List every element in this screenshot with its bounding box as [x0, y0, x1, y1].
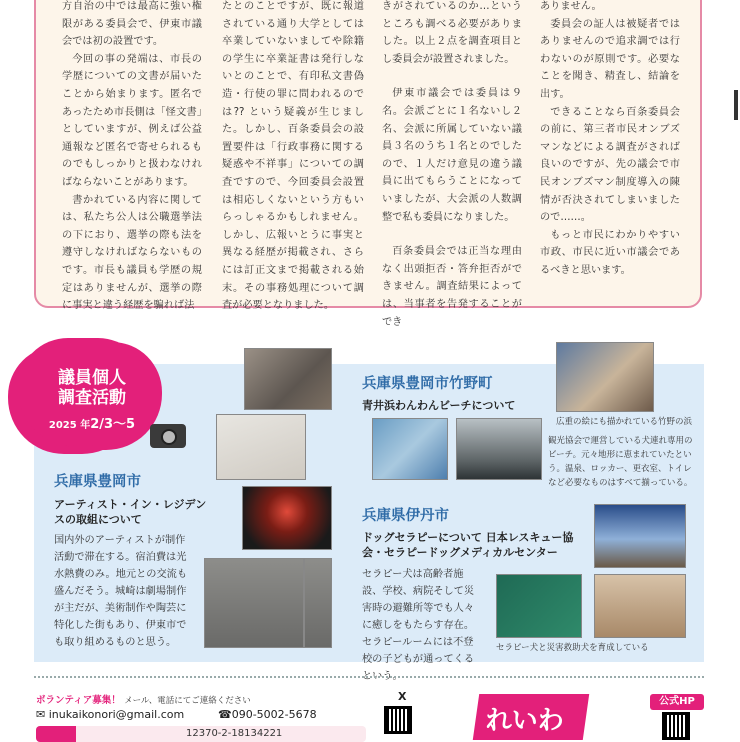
x-label: X [398, 690, 407, 703]
badge-date-prefix: 2025 年 [48, 420, 91, 431]
official-hp-label: 公式HP [650, 694, 704, 710]
paragraph: 伊東市議会では委員は９名。会派ごとに１名ないし２名、会派に所属していない議員３名のうち１名とのでしたので、１人だけ意見の違う議員に出てもらうことになっていましたが、大会派の人数調整で私も委員になりました。 [382, 88, 522, 223]
paragraph: 今回の事の発端は、市長の学歴についての文書が届いたことから始まります。匿名であったため市長側は「怪文書」としていますが、例えば公益通報など匿名で寄せられるものでもしっかりと扱わなければならないことがあります。 [62, 53, 202, 188]
paragraph: たとのことですが、既に報道されている通り大学としては卒業していないましてや除籍の学生に卒業証書は発行しないとのことで、有印私文書偽造・行使の罪に問われるのでは?? という疑義が生じました。しかし、百条委員会の設置要件は「行政事務に関する疑惑や不祥事」についての調査ですので、今回委員会設置は相応しくないという方もいらっしゃるかもしれません。しかし、広報いとうに事実と異なる経歴が掲載され、さらには訂正文まで掲載される始末。その事務処理について調査が必要となりました。 [222, 1, 364, 312]
beach-photo [456, 418, 542, 480]
article-column-2 [222, 0, 364, 315]
article-column-3 [382, 0, 522, 331]
hp-qr-code[interactable] [662, 712, 690, 740]
itami-subhead: ドッグセラピーについて 日本レスキュー協会・セラピードッグメディカルセンター [362, 531, 574, 559]
volunteer-note: メール、電話にてご連絡ください [124, 696, 251, 706]
mural-caption: 広重の絵にも描かれている竹野の浜 [556, 417, 693, 427]
volunteer-title: ボランティア募集！ [36, 695, 121, 706]
itami-caption: セラピー犬と災害救助犬を育成している [496, 643, 649, 653]
paragraph: できることなら百条委員会の前に、第三者市民オンブズマンなどによる調査がされば良いのですが、先の議会で市民オンブズマン制度導入の陳情が否決されてしまいましたので……。 [540, 106, 680, 224]
therapy-room-photo [594, 574, 686, 638]
paragraph: 委員会の証人は被疑者ではありませんので追求調では行わないのが原則です。必要なことを聞き、精査し、結論を出す。 [540, 18, 680, 100]
account-number: 12370-2-18134221 [186, 728, 283, 739]
beach-map-photo [372, 418, 448, 480]
paragraph: 方自治の中では最高に強い権限がある委員会で、伊東市議会では初の設置です。 [62, 1, 202, 48]
takeno-heading: 兵庫県豊岡市竹野町 [362, 376, 493, 392]
phone-text: 090-5002-5678 [231, 708, 317, 721]
badge [40, 368, 144, 432]
edge-mark [734, 90, 738, 120]
mural-photo [556, 342, 654, 412]
paragraph: 百条委員会では正当な理由なく出頭拒否・答弁拒否ができません。調査結果によっては、当事者を告発することができ [382, 246, 522, 328]
party-logo-text: れいわ [485, 706, 564, 736]
sign-photo [496, 574, 582, 638]
toyooka-subhead: アーティスト・イン・レジデンスの取組について [54, 498, 207, 526]
volunteer-banner [36, 692, 251, 706]
badge-date-range: 2/3〜5 [90, 417, 136, 432]
itami-body: セラピー犬は高齢者施設、学校、病院そして災害時の避難所等でも人々に癒しをもたらす存在。セラピールームには不登校の子どもが通ってくるという。 [362, 569, 475, 682]
gallery-photo [244, 348, 332, 410]
divider [34, 676, 704, 678]
paragraph: 書かれている内容に関しては、私たち公人は公職選挙法の下におり、選挙の際も法を遵守しなければならないものです。市長も議員も学歴の規定はありませんが、選挙の際に事実と違う経歴を騙れば法 [62, 194, 202, 312]
article-column-1 [62, 0, 202, 315]
paragraph: もっと市民にわかりやすい市政、市民に近い市議会であるべきと思います。 [540, 229, 680, 276]
paragraph: ありません。 [540, 1, 602, 12]
takeno-subhead: 青井浜わんわんビーチについて [362, 399, 516, 412]
itami-heading: 兵庫県伊丹市 [362, 508, 449, 524]
badge-line2: 調査活動 [58, 388, 126, 408]
center-photo [594, 504, 686, 568]
artwork-photo [204, 558, 304, 648]
x-qr-code[interactable] [384, 706, 412, 734]
paragraph: きがされているのか…というところも調べる必要がありました。以上２点を調査項目とし委員会が設置されました。 [382, 1, 522, 65]
notebook-photo [216, 414, 306, 480]
beach-caption: 観光協会で運営している犬連れ専用のビーチ。元々地形に恵まれていたという。温泉、ロッカー、更衣室、トイレなど必要なものはすべて揃っている。 [548, 436, 693, 488]
email-text: inukaikonori@gmail.com [48, 708, 185, 721]
phone-link[interactable]: ☎090-5002-5678 [218, 708, 317, 721]
article-column-4 [540, 0, 680, 280]
email-link[interactable]: ✉ inukaikonori@gmail.com [36, 708, 185, 721]
badge-date [40, 413, 144, 432]
camera-icon [150, 424, 186, 448]
party-logo [473, 694, 589, 740]
badge-line1: 議員個人 [58, 368, 126, 388]
theater-photo [242, 486, 332, 550]
toyooka-heading: 兵庫県豊岡市 [54, 474, 141, 490]
toyooka-body: 国内外のアーティストが制作活動で滞在する。宿泊費は光水熱費のみ。地元との交流も盛んだそう。城崎は劇場制作が主だが、美術制作や陶芸に特化した街もあり、伊東市でも取り組めるものと思う。 [54, 535, 188, 648]
artwork-side-photo [304, 558, 332, 648]
